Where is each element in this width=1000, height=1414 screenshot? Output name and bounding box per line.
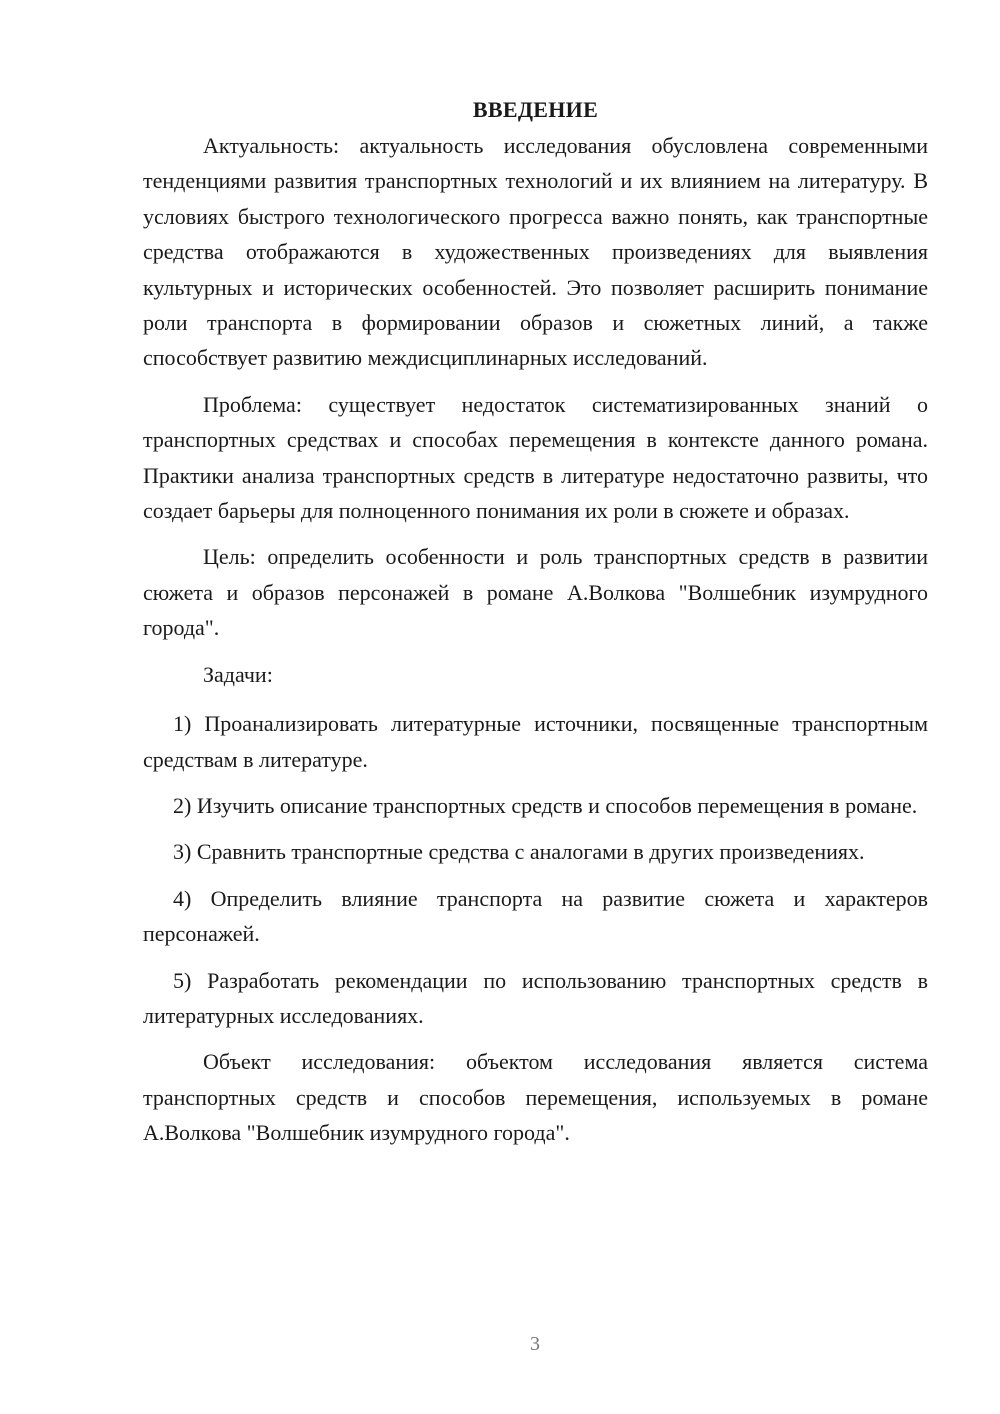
task-item-4: 4) Определить влияние транспорта на развитие сюжета и характеров персонажей.	[143, 885, 928, 947]
object-paragraph: Объект исследования: объектом исследования является система транспортных средств и способов перемещения, используемых в романе А.Волкова "Волшебник изумрудного города".	[143, 1049, 928, 1146]
document-page	[143, 92, 928, 1162]
task-item-3: 3) Сравнить транспортные средства с аналогами в других произведениях.	[173, 839, 865, 865]
page-number: 3	[530, 1333, 540, 1355]
goal-paragraph: Цель: определить особенности и роль транспортных средств в развитии сюжета и образов персонажей в романе А.Волкова "Волшебник изумрудного города".	[143, 544, 928, 641]
task-item-5: 5) Разработать рекомендации по использованию транспортных средств в литературных исследованиях.	[143, 967, 928, 1028]
relevance-paragraph: Актуальность: актуальность исследования обусловлена современными тенденциями развития транспортных технологий и их влиянием на литературу. В условиях быстрого технологического прогресса важно понять, как транспортные средства отображаются в художественных произведениях для выявления культурных и исторических особенностей. Это позволяет расширить понимание роли транспорта в формировании образов и сюжетных линий, а также способствует развитию междисциплинарных исследований.	[143, 133, 928, 371]
task-item-1: 1) Проанализировать литературные источники, посвященные транспортным средствам в литературе.	[143, 711, 928, 772]
task-item-2: 2) Изучить описание транспортных средств и способов перемещения в романе.	[173, 792, 918, 818]
section-title: ВВЕДЕНИЕ	[472, 97, 599, 122]
problem-paragraph: Проблема: существует недостаток систематизированных знаний о транспортных средствах и способах перемещения в контексте данного романа. Практики анализа транспортных средств в литературе недостаточно развиты, что создает барьеры для полноценного понимания их роли в сюжете и образах.	[143, 391, 928, 524]
tasks-heading: Задачи:	[203, 661, 273, 687]
